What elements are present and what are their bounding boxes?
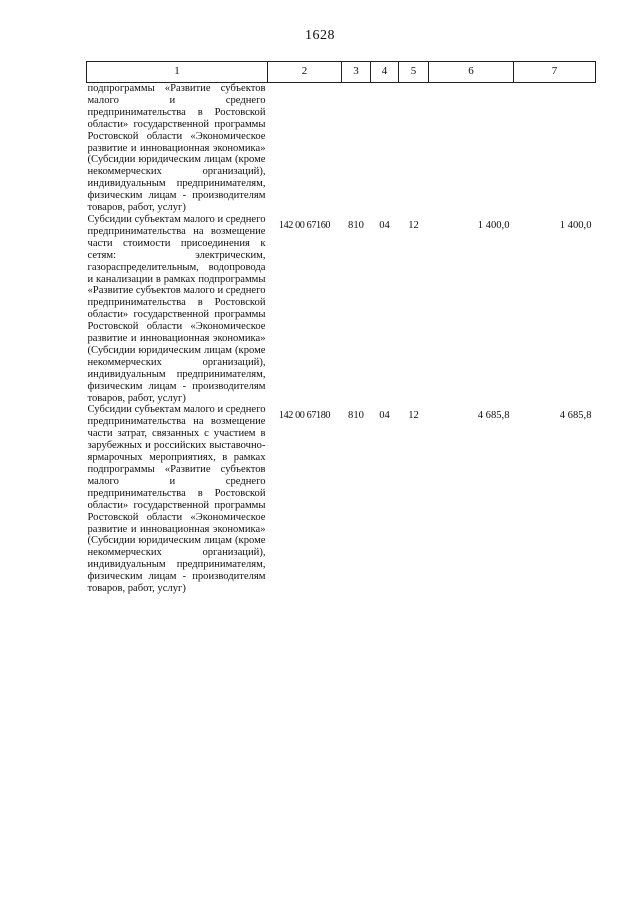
table-row: [87, 404, 596, 595]
row-amount-2: 1 400,0: [559, 219, 592, 231]
header-col-7: 7: [514, 62, 596, 83]
row-subsection: 12: [408, 219, 419, 231]
row-section: 04: [379, 219, 390, 231]
row-target-article: 142 00 67180: [278, 410, 331, 422]
row-amount-1: [429, 83, 514, 214]
row-amount-1: 1 400,0: [477, 219, 510, 231]
header-col-1: 1: [87, 62, 268, 83]
row-expense-type: 810: [348, 410, 364, 422]
table-row: [87, 83, 596, 214]
row-amount-2: [514, 83, 596, 214]
row-section: [371, 83, 399, 214]
row-section: 04: [379, 410, 390, 422]
row-subsection: 12: [408, 410, 419, 422]
row-amount-1: 4 685,8: [477, 410, 510, 422]
row-subsection: [399, 83, 429, 214]
header-col-3: 3: [342, 62, 371, 83]
header-row: [87, 62, 596, 83]
header-col-2: 2: [268, 62, 342, 83]
row-name: Субсидии субъектам малого и среднего предпринимательства на возмещение части стоимости присоединения к сетям: электрическим, газораспределительным, водопровода и канализации в рамках подпрограммы «Развитие субъектов малого и среднего предпринимательства в Ростовской области» государственной программы Ростовской области «Экономическое развитие и инновационная экономика» (Субсидии юридическим лицам (кроме некоммерческих организаций), индивидуальным предпринимателям, физическим лицам - производителям товаров, работ, услуг): [87, 213, 266, 404]
row-expense-type: 810: [348, 219, 364, 231]
row-name: подпрограммы «Развитие субъектов малого и среднего предпринимательства в Ростовской области» государственной программы Ростовской области «Экономическое развитие и инновационная экономика» (Субсидии юридическим лицам (кроме некоммерческих организаций), индивидуальным предпринимателям, физическим лицам - производителям товаров, работ, услуг): [87, 83, 266, 214]
row-target-article: 142 00 67160: [278, 219, 331, 231]
table-row: [87, 214, 596, 405]
row-name: Субсидии субъектам малого и среднего предпринимательства на возмещение части затрат, связанных с участием в зарубежных и российских выставочно-ярмарочных мероприятиях, в рамках подпрограммы «Развитие субъектов малого и среднего предпринимательства в Ростовской области» государственной программы Ростовской области «Экономическое развитие и инновационная экономика» (Субсидии юридическим лицам (кроме некоммерческих организаций), индивидуальным предпринимателям, физическим лицам - производителям товаров, работ, услуг): [87, 404, 266, 595]
budget-table: [86, 61, 596, 595]
row-expense-type: [342, 83, 371, 214]
header-col-5: 5: [399, 62, 429, 83]
row-amount-2: 4 685,8: [559, 410, 592, 422]
row-target-article: [268, 83, 342, 214]
header-col-6: 6: [429, 62, 514, 83]
page-number: 1628: [305, 28, 335, 43]
header-col-4: 4: [371, 62, 399, 83]
